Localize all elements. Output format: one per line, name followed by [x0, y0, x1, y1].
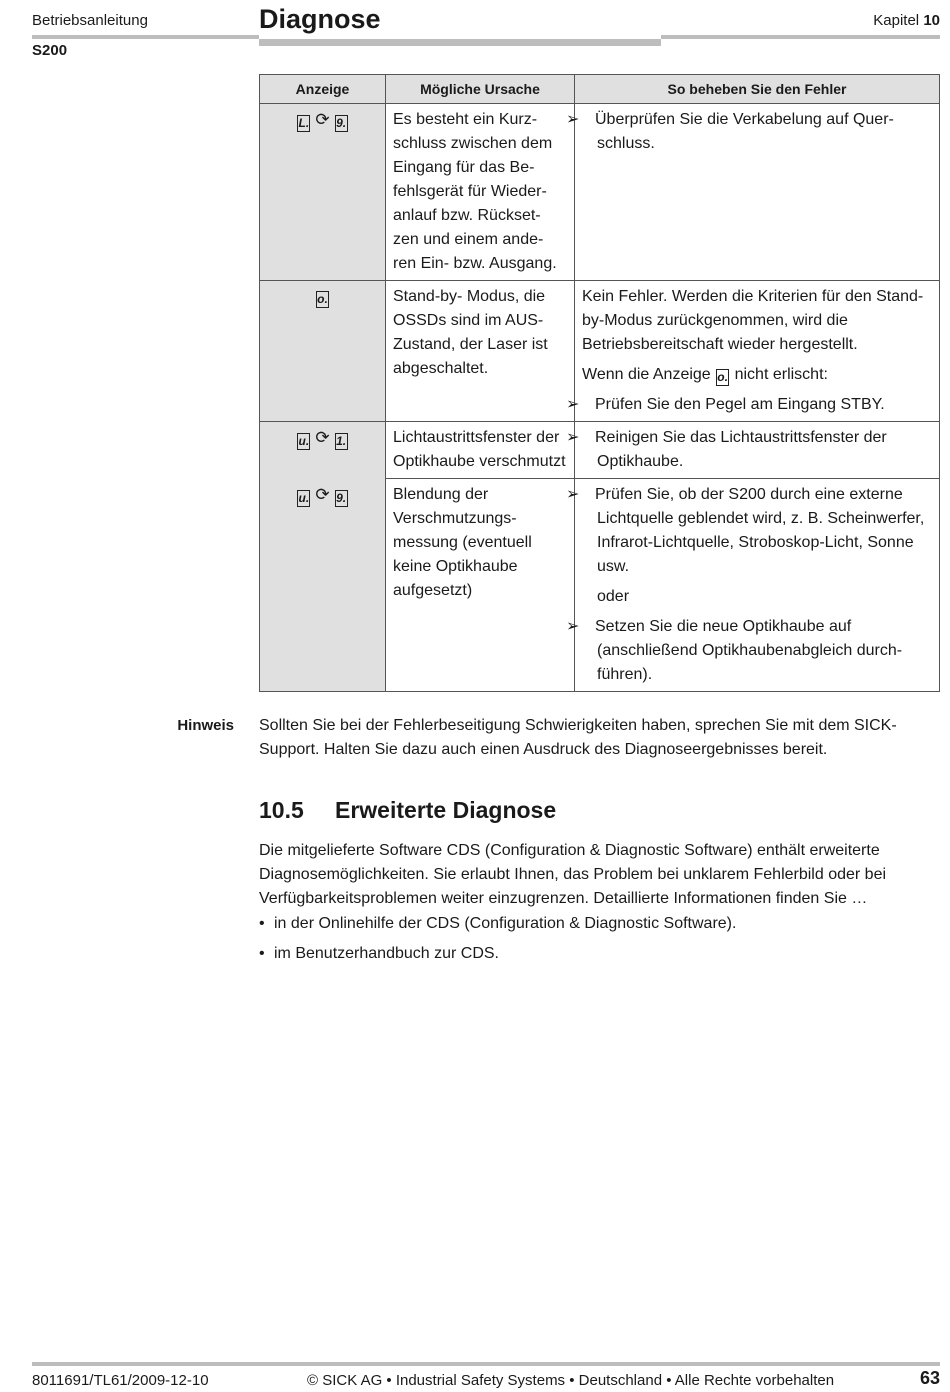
list-item — [259, 945, 499, 963]
arrow-bullet-icon: ➢ — [566, 429, 580, 446]
fix-text: Reinigen Sie das Lichtaustrittsfenster der Optikhaube. — [595, 429, 887, 470]
copyright: © SICK AG • Industrial Safety Systems • Deutschland • Alle Rechte vorbehalten — [307, 1372, 835, 1389]
fix-cell — [566, 479, 940, 692]
doc-number: 8011691/TL61/2009-12-10 — [32, 1372, 209, 1389]
fix-text: Prüfen Sie den Pegel am Eingang STBY. — [595, 396, 885, 413]
cause-cell: Es besteht ein Kurz- schluss zwischen dem Eingang für das Be- fehlsgerät für Wieder- anlauf bzw. Rückset- zen und einem ande- ren Ein- bzw. Ausgang. — [386, 104, 575, 281]
arrow-bullet-icon: ➢ — [566, 618, 580, 635]
chapter-label: Kapitel — [873, 12, 920, 29]
note-text: Sollten Sie bei der Fehlerbeseitigung Schwierigkeiten haben, sprechen Sie mit dem SICK- Support. Halten Sie dazu auch einen Ausdruck des Diagnoseergebnisses bereit. — [259, 717, 897, 758]
bullet-icon: • — [259, 915, 265, 932]
doc-type: Betriebsanleitung — [32, 12, 148, 29]
seven-segment-icon: 9. — [336, 116, 347, 130]
page-number: 63 — [919, 1368, 940, 1388]
fix-note: Kein Fehler. Werden die Kriterien für den Stand-by-Modus zurückgenommen, wird die Betriebsbereitschaft wieder hergestellt. — [582, 288, 924, 353]
fix-item — [566, 393, 932, 417]
seven-segment-icon: u. — [298, 490, 310, 505]
table-row — [260, 281, 940, 422]
section-heading — [259, 797, 556, 824]
section-title: Erweiterte Diagnose — [335, 797, 557, 823]
cause-cell: Stand-by- Modus, die OSSDs sind im AUS-Zustand, der Laser ist abgeschaltet. — [386, 281, 575, 422]
display-cell — [260, 281, 386, 422]
fix-cell — [566, 104, 940, 281]
fix-condition — [582, 363, 932, 387]
list-item-text: im Benutzerhandbuch zur CDS. — [274, 945, 499, 962]
cycle-icon: ⟳ — [315, 110, 330, 129]
fix-cell — [566, 422, 940, 479]
bullet-icon: • — [259, 945, 265, 962]
fix-item — [566, 426, 932, 474]
list-item — [259, 915, 736, 933]
fix-condition-pre: Wenn die Anzeige — [582, 366, 711, 383]
fix-item — [566, 483, 932, 579]
table-row — [260, 104, 940, 281]
seven-segment-icon: u. — [298, 434, 310, 448]
header-rule-title — [259, 39, 661, 46]
table-header-row — [260, 75, 940, 104]
cycle-icon: ⟳ — [315, 484, 330, 504]
footer-rule — [32, 1362, 940, 1366]
section-body: Die mitgelieferte Software CDS (Configuration & Diagnostic Software) enthält erweiterte Diagnosemöglichkeiten. Sie erlaubt Ihnen, das Problem bei unklarem Fehlerbild oder bei Verfügbarkeitsproblemen weiter einzugrenzen. Detaillierte Informationen finden Sie … — [259, 842, 887, 907]
seven-segment-icon: 1. — [336, 434, 347, 448]
cause-cell: Lichtaustrittsfenster der Optikhaube verschmutzt — [386, 422, 575, 479]
header-rule-left — [32, 35, 259, 39]
fix-cell — [566, 281, 940, 422]
display-cell — [260, 104, 386, 281]
cause-cell: Blendung der Verschmutzungs- messung (eventuell keine Optikhaube aufgesetzt) — [386, 479, 575, 692]
col-header-fix: So beheben Sie den Fehler — [575, 75, 940, 104]
header-rule-right — [661, 35, 940, 39]
seven-segment-icon: L. — [298, 116, 310, 130]
seven-segment-icon: o. — [717, 370, 728, 384]
col-header-display: Anzeige — [260, 75, 386, 104]
table-row — [260, 479, 940, 692]
diagnosis-table — [259, 74, 940, 692]
product-name: S200 — [32, 42, 68, 59]
chapter-ref — [873, 12, 940, 29]
fix-item — [566, 615, 932, 687]
fix-condition-post: nicht erlischt: — [734, 366, 828, 383]
page-title: Diagnose — [259, 4, 381, 34]
fix-or: oder — [597, 588, 630, 605]
chapter-number: 10 — [923, 12, 940, 29]
seven-segment-icon: 9. — [336, 490, 347, 505]
col-header-cause: Mögliche Ursache — [386, 75, 575, 104]
fix-item — [566, 108, 932, 156]
cycle-icon: ⟳ — [315, 428, 330, 447]
fix-text: Überprüfen Sie die Verkabelung auf Quer- schluss. — [595, 111, 894, 152]
section-number: 10.5 — [259, 797, 304, 823]
display-cell — [260, 479, 386, 692]
arrow-bullet-icon: ➢ — [566, 111, 580, 128]
seven-segment-icon: o. — [317, 292, 328, 306]
fix-text: Setzen Sie die neue Optikhaube auf (anschließend Optikhaubenabgleich durch- führen). — [595, 618, 903, 683]
note-label: Hinweis — [177, 717, 234, 734]
arrow-bullet-icon: ➢ — [566, 486, 580, 503]
arrow-bullet-icon: ➢ — [566, 396, 580, 413]
table-row — [260, 422, 940, 479]
display-cell — [260, 422, 386, 479]
fix-text: Prüfen Sie, ob der S200 durch eine externe Lichtquelle geblendet wird, z. B. Scheinwerfer, Infrarot-Lichtquelle, Stroboskop-Licht, Sonne usw. — [595, 486, 925, 575]
list-item-text: in der Onlinehilfe der CDS (Configuration & Diagnostic Software). — [274, 915, 737, 932]
